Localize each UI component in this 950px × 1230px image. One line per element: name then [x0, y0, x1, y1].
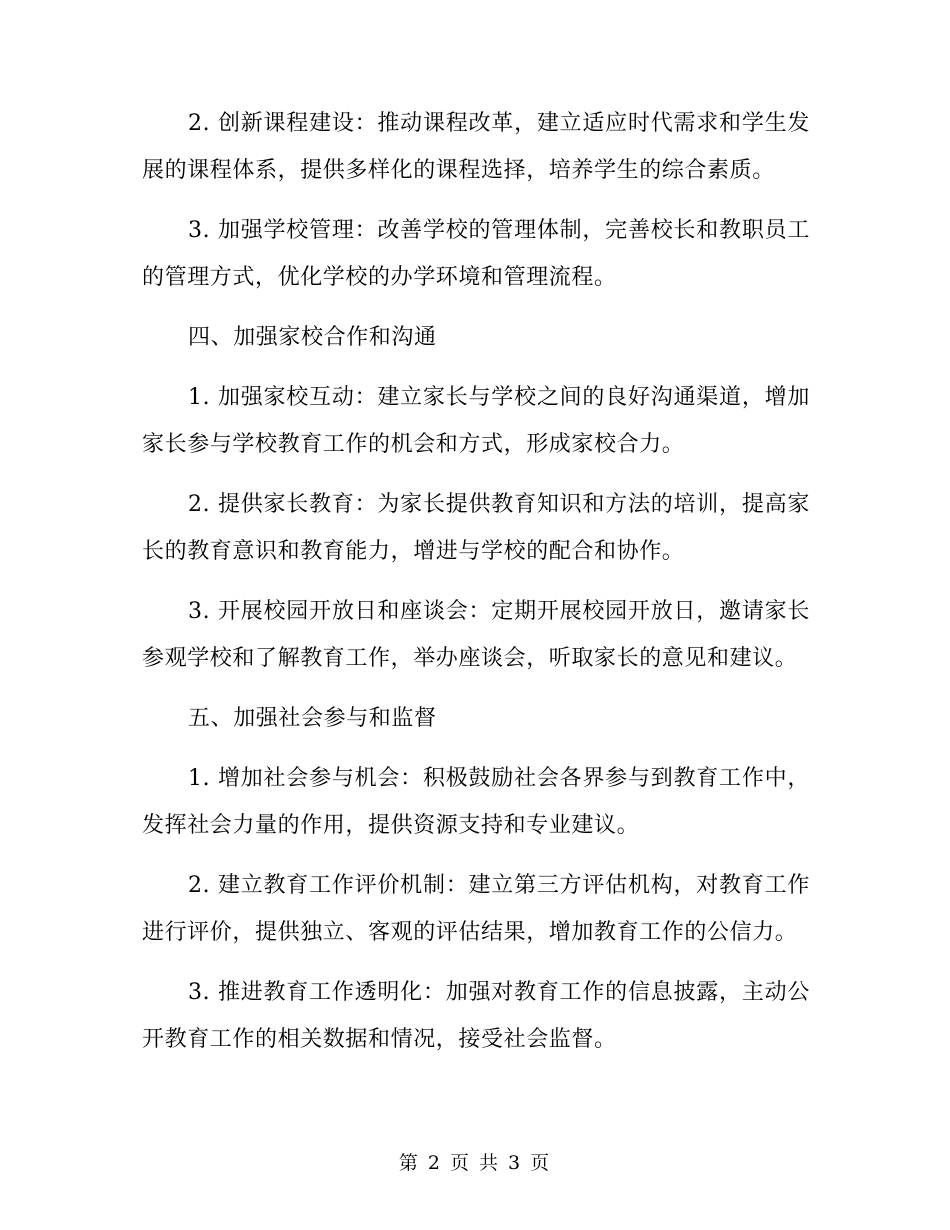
- paragraph-course-innovation: 2. 创新课程建设：推动课程改革，建立适应时代需求和学生发展的课程体系，提供多样化的课程选择，培养学生的综合素质。: [142, 111, 810, 183]
- page-number-footer: 第 2 页 共 3 页: [398, 1152, 552, 1174]
- paragraph-evaluation-mechanism: 2. 建立教育工作评价机制：建立第三方评估机构，对教育工作进行评价，提供独立、客观的评估结果，增加教育工作的公信力。: [142, 873, 810, 945]
- paragraph-social-participation: 1. 增加社会参与机会：积极鼓励社会各界参与到教育工作中，发挥社会力量的作用，提供资源支持和专业建议。: [142, 766, 810, 838]
- paragraph-school-management: 3. 加强学校管理：改善学校的管理体制，完善校长和教职员工的管理方式，优化学校的办学环境和管理流程。: [142, 218, 810, 290]
- paragraph-transparency: 3. 推进教育工作透明化：加强对教育工作的信息披露，主动公开教育工作的相关数据和情况，接受社会监督。: [142, 980, 810, 1052]
- section-heading-home-school: 四、加强家校合作和沟通: [188, 325, 437, 350]
- section-heading-social-participation: 五、加强社会参与和监督: [188, 706, 437, 731]
- document-body: [142, 100, 810, 1076]
- paragraph-parent-education: 2. 提供家长教育：为家长提供教育知识和方法的培训，提高家长的教育意识和教育能力，增进与学校的配合和协作。: [142, 492, 810, 564]
- paragraph-home-school-interaction: 1. 加强家校互动：建立家长与学校之间的良好沟通渠道，增加家长参与学校教育工作的机会和方式，形成家校合力。: [142, 385, 810, 457]
- paragraph-open-day: 3. 开展校园开放日和座谈会：定期开展校园开放日，邀请家长参观学校和了解教育工作，举办座谈会，听取家长的意见和建议。: [142, 599, 810, 671]
